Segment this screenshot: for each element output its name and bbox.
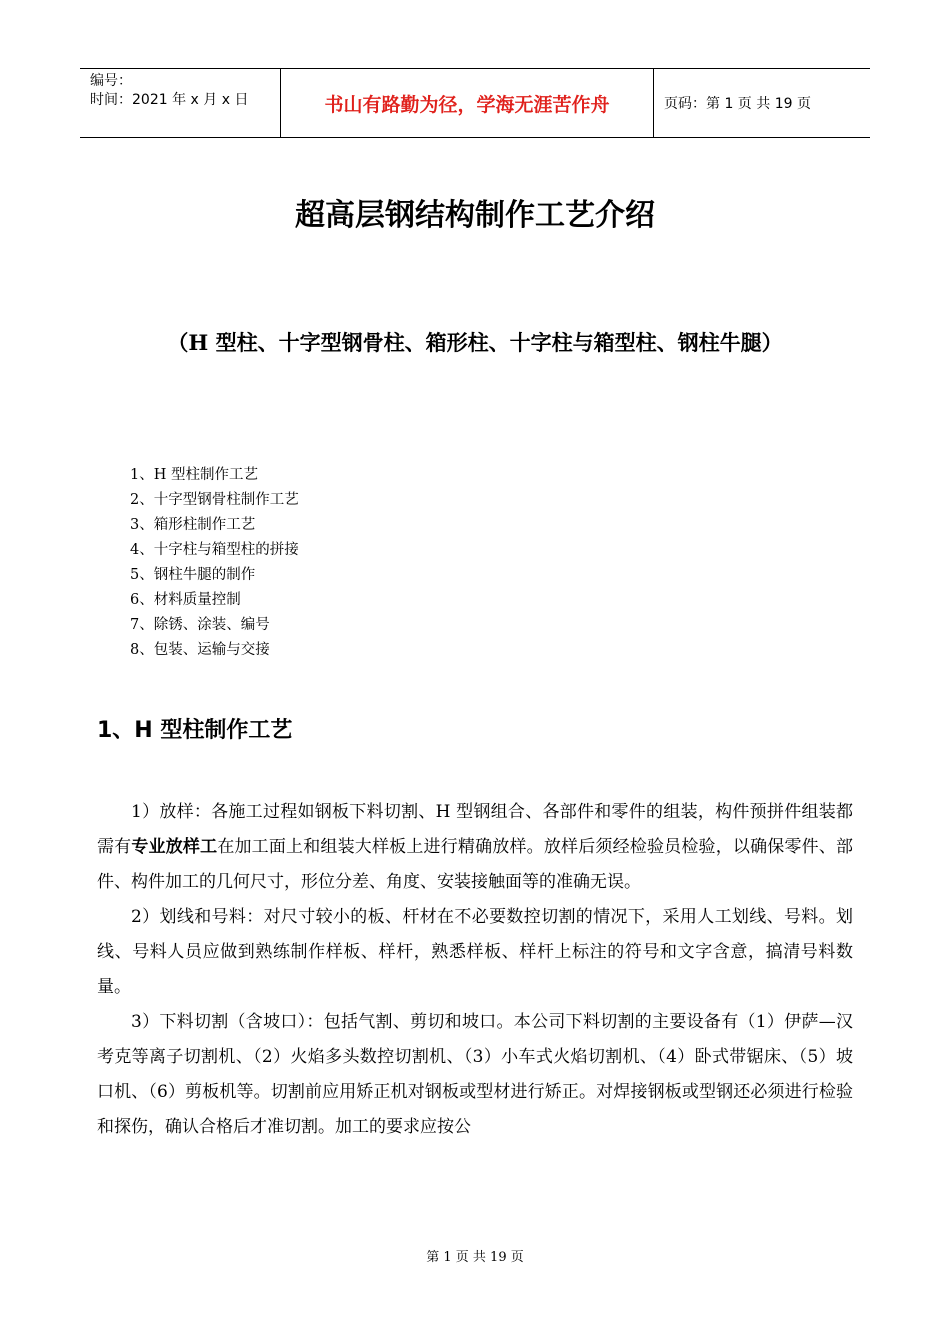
- paragraph-layout-emphasis: 专业放样工: [131, 837, 218, 857]
- paragraph-layout-text-end: 在加工面上和组装大样板上进行精确放样。放样后须经检验员检验，以确保零件、部件、构件加工的几何尺寸，形位分差、角度、安装接触面等的准确无误。: [97, 837, 854, 892]
- document-time-label: 时间：2021 年 x 月 x 日: [90, 92, 249, 108]
- paragraph-cutting: 3）下料切割（含坡口）：包括气割、剪切和坡口。本公司下料切割的主要设备有（1）伊萨—汉考克等离子切割机、（2）火焰多头数控切割机、（3）小车式火焰切割机、（4）卧式带锯床、（5）坡口机、（6）剪板机等。切割前应用矫正机对钢板或型材进行矫正。对焊接钢板或型钢还必须进行检验和探伤，确认合格后才准切割。加工的要求应按公: [97, 1012, 853, 1137]
- toc-item: 4、十字柱与箱型柱的拼接: [130, 542, 299, 558]
- header-page-info-cell: [654, 69, 870, 137]
- page-footer: 第 1 页 共 19 页: [426, 1250, 524, 1265]
- paragraph-layout: [97, 795, 853, 900]
- section-body: [97, 795, 853, 1145]
- toc-item: 7、除锈、涂装、编号: [130, 617, 270, 633]
- header-meta: [80, 69, 281, 137]
- toc-item: 2、十字型钢骨柱制作工艺: [130, 492, 299, 508]
- toc-item: 3、箱形柱制作工艺: [130, 517, 256, 533]
- page-header: [80, 68, 870, 138]
- toc-item: 6、材料质量控制: [130, 592, 241, 608]
- table-of-contents: [130, 463, 299, 663]
- toc-item: 1、H 型柱制作工艺: [130, 467, 258, 483]
- paragraph-layout-text: 1）放样：各施工过程如钢板下料切割、H 型钢组合、各部件和零件的组装，构件预拼件组装都需有: [97, 802, 853, 857]
- toc-item: 5、钢柱牛腿的制作: [130, 567, 256, 583]
- document-title: 超高层钢结构制作工艺介绍: [295, 198, 655, 233]
- paragraph-marking: 2）划线和号料：对尺寸较小的板、杆材在不必要数控切割的情况下，采用人工划线、号料。划线、号料人员应做到熟练制作样板、样杆，熟悉样板、样杆上标注的符号和文字含意，搞清号料数量。: [97, 907, 853, 997]
- document-subtitle: （H 型柱、十字型钢骨柱、箱形柱、十字柱与箱型柱、钢柱牛腿）: [167, 330, 783, 355]
- header-motto: 书山有路勤为径，学海无涯苦作舟: [324, 93, 610, 116]
- header-motto-cell: [281, 69, 654, 137]
- header-page-info: 页码：第 1 页 共 19 页: [664, 96, 811, 112]
- section-heading: 1、H 型柱制作工艺: [97, 718, 293, 743]
- document-number-label: 编号：: [90, 73, 132, 89]
- toc-item: 8、包装、运输与交接: [130, 642, 270, 658]
